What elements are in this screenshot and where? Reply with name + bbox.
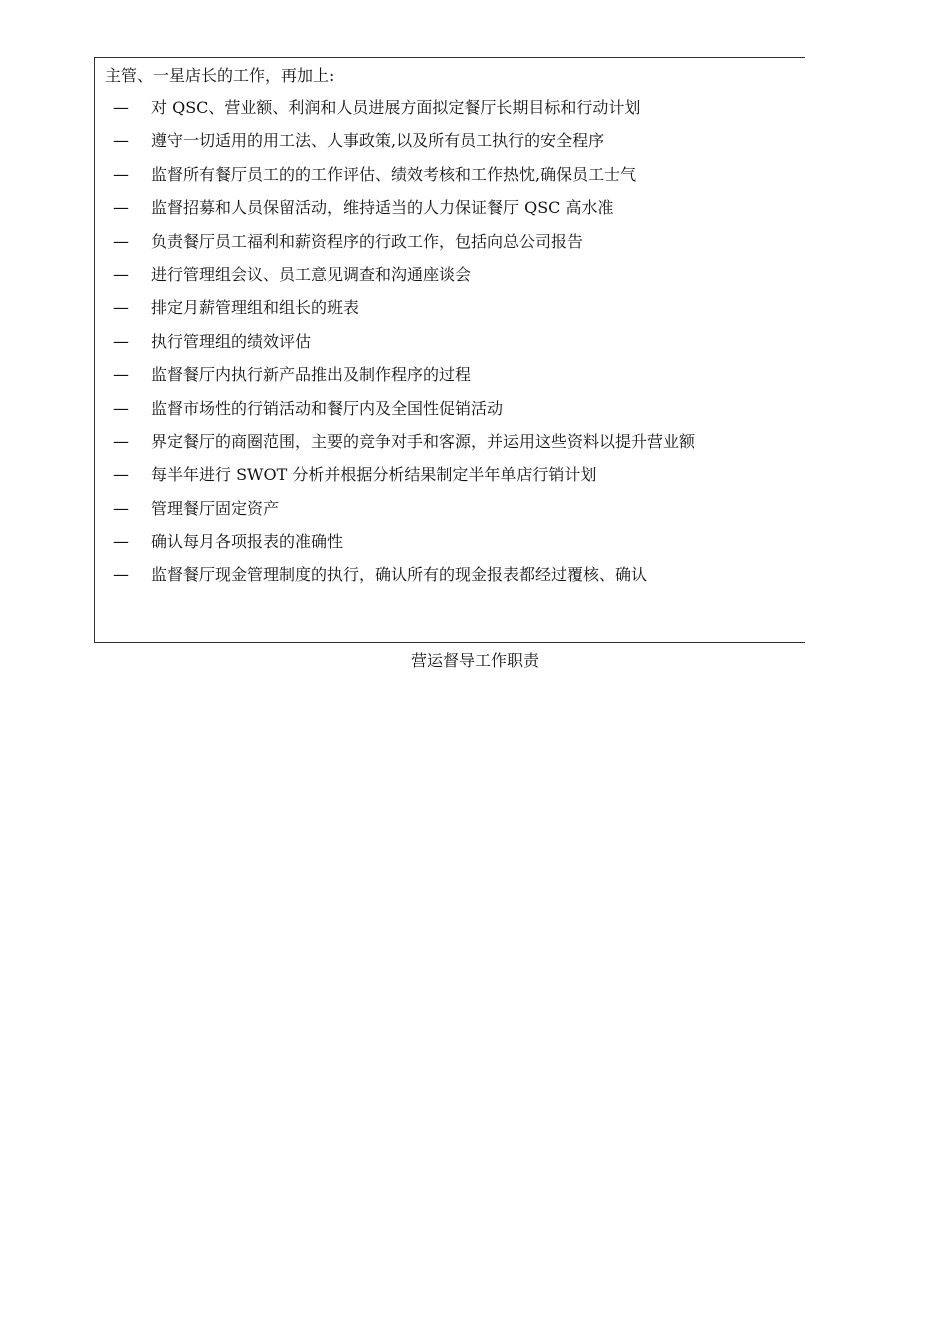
duty-list: [95, 96, 800, 597]
bullet-dash: —: [113, 431, 129, 451]
list-item: [95, 96, 800, 120]
list-item: [95, 296, 800, 320]
list-item: [95, 263, 800, 287]
duty-text: 确认每月各项报表的准确性: [151, 532, 344, 552]
duty-text: 负责餐厅员工福利和薪资程序的行政工作，包括向总公司报告: [151, 231, 584, 251]
list-item: [95, 463, 800, 487]
list-item: [95, 363, 800, 387]
list-item: [95, 129, 800, 153]
list-item: [95, 196, 800, 220]
bullet-dash: —: [113, 532, 129, 552]
list-item: [95, 563, 800, 587]
bullet-dash: —: [113, 231, 129, 251]
bullet-dash: —: [113, 565, 129, 585]
duty-text: 监督餐厅内执行新产品推出及制作程序的过程: [151, 365, 472, 385]
intro-text: 主管、一星店长的工作，再加上:: [105, 66, 335, 85]
list-item: [95, 530, 800, 554]
bullet-dash: —: [113, 398, 129, 418]
list-item: [95, 230, 800, 254]
duty-text: 对 QSC、营业额、利润和人员进展方面拟定餐厅长期目标和行动计划: [151, 98, 641, 117]
bullet-dash: —: [113, 498, 129, 518]
list-item: [95, 330, 800, 354]
duty-text: 排定月薪管理组和组长的班表: [151, 298, 360, 318]
duty-text: 管理餐厅固定资产: [151, 498, 280, 518]
duty-text: 监督市场性的行销活动和餐厅内及全国性促销活动: [151, 398, 504, 418]
bullet-dash: —: [113, 298, 129, 318]
bullet-dash: —: [113, 264, 129, 284]
list-item: [95, 497, 800, 521]
bullet-dash: —: [113, 164, 129, 184]
bullet-dash: —: [113, 331, 129, 351]
duty-text: 监督餐厅现金管理制度的执行，确认所有的现金报表都经过覆核、确认: [151, 565, 648, 585]
duty-text: 监督所有餐厅员工的的工作评估、绩效考核和工作热忱,确保员工士气: [151, 164, 637, 184]
bullet-dash: —: [113, 131, 129, 151]
duty-text: 监督招募和人员保留活动，维持适当的人力保证餐厅 QSC 高水准: [151, 198, 614, 218]
page-caption: 营运督导工作职责: [410, 651, 539, 670]
list-item: [95, 163, 800, 187]
responsibilities-table-cell: [94, 57, 805, 643]
duty-text: 每半年进行 SWOT 分析并根据分析结果制定半年单店行销计划: [151, 465, 597, 485]
duty-text: 进行管理组会议、员工意见调查和沟通座谈会: [151, 264, 472, 284]
bullet-dash: —: [113, 365, 129, 385]
list-item: [95, 430, 800, 454]
bullet-dash: —: [113, 465, 129, 485]
duty-text: 执行管理组的绩效评估: [151, 331, 312, 351]
list-item: [95, 397, 800, 421]
bullet-dash: —: [113, 98, 129, 117]
bullet-dash: —: [113, 198, 129, 218]
duty-text: 界定餐厅的商圈范围，主要的竞争对手和客源，并运用这些资料以提升营业额: [151, 431, 696, 451]
duty-text: 遵守一切适用的用工法、人事政策,以及所有员工执行的安全程序: [151, 131, 605, 151]
